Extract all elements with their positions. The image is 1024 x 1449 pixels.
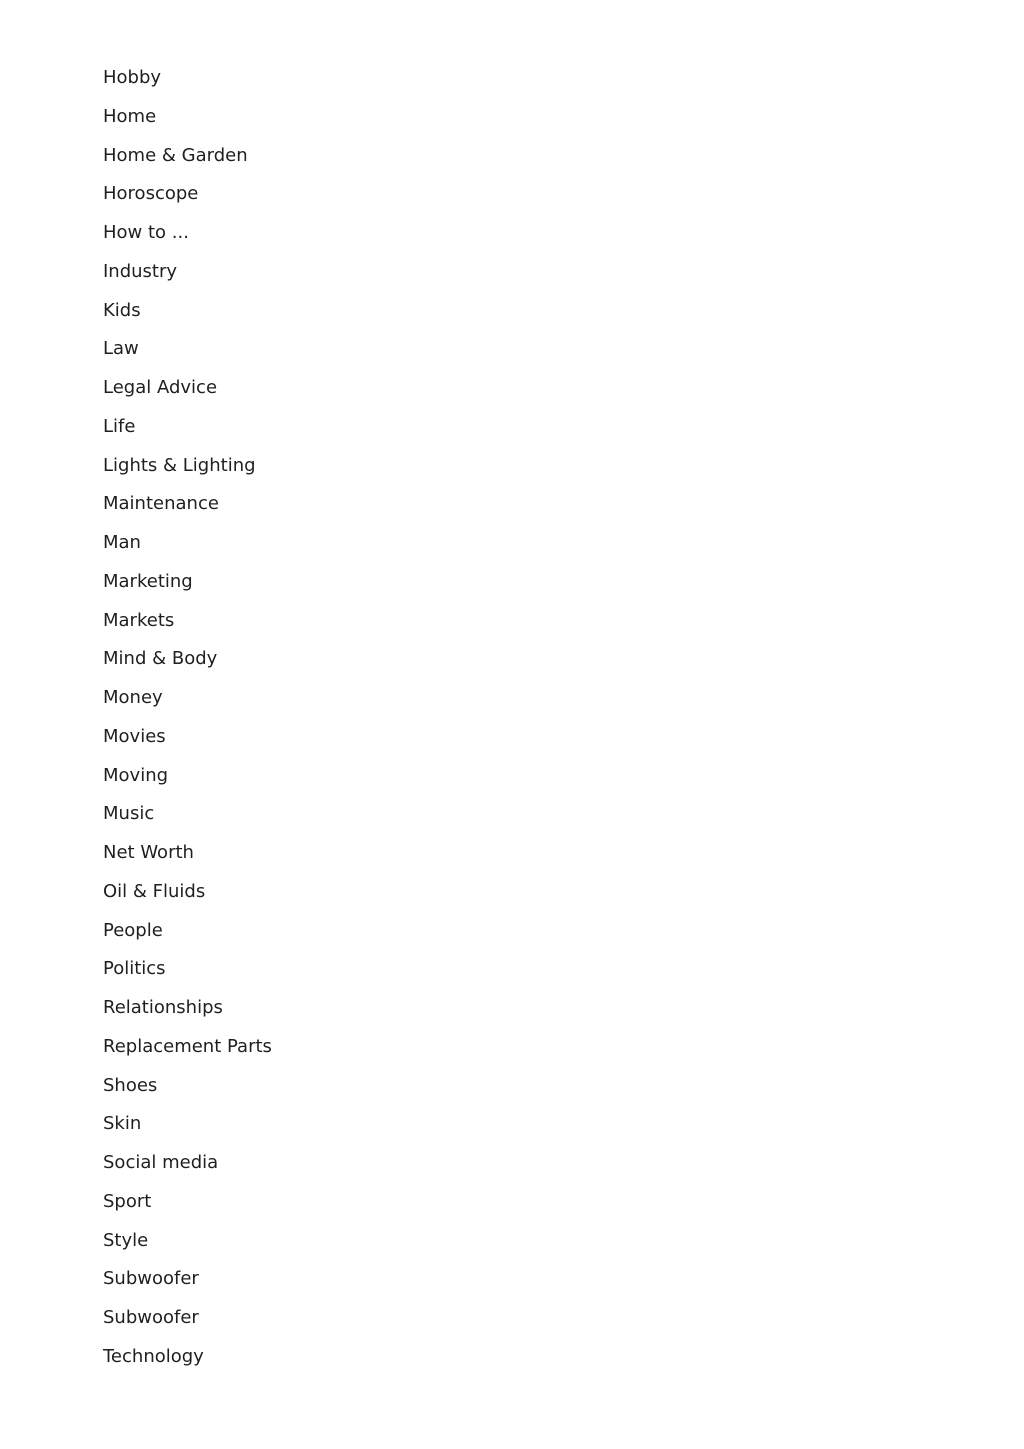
list-item [103, 1338, 272, 1377]
list-item [103, 1222, 272, 1261]
category-link-net-worth[interactable]: Net Worth [103, 842, 194, 863]
list-item [103, 98, 272, 137]
category-link-marketing[interactable]: Marketing [103, 570, 193, 592]
category-link-man[interactable]: Man [103, 532, 141, 553]
category-link-style[interactable]: Style [103, 1229, 149, 1251]
list-item [103, 524, 272, 563]
list-item [103, 950, 272, 989]
category-link-maintenance[interactable]: Maintenance [103, 493, 219, 515]
list-item [103, 369, 272, 408]
list-item [103, 563, 272, 602]
list-item [103, 1028, 272, 1067]
category-link-industry[interactable]: Industry [103, 260, 178, 282]
category-link-life[interactable]: Life [103, 415, 136, 437]
category-link-subwoofer-2[interactable]: Subwoofer [103, 1307, 199, 1328]
list-item [103, 718, 272, 757]
category-link-technology[interactable]: Technology [103, 1345, 204, 1367]
list-item [103, 330, 272, 369]
list-item [103, 640, 272, 679]
category-link-mind-body[interactable]: Mind & Body [103, 648, 218, 670]
category-link-home-garden[interactable]: Home & Garden [103, 144, 248, 166]
list-item [103, 1183, 272, 1222]
category-link-relationships[interactable]: Relationships [103, 997, 223, 1018]
category-link-sport[interactable]: Sport [103, 1190, 152, 1212]
category-link-subwoofer[interactable]: Subwoofer [103, 1268, 199, 1290]
category-link-shoes[interactable]: Shoes [103, 1074, 158, 1096]
category-link-people[interactable]: People [103, 919, 163, 941]
list-item [103, 1067, 272, 1106]
list-item [103, 214, 272, 253]
category-link-skin[interactable]: Skin [103, 1113, 142, 1135]
category-link-hobby[interactable]: Hobby [103, 67, 162, 88]
category-link-money[interactable]: Money [103, 687, 163, 708]
category-link-oil-fluids[interactable]: Oil & Fluids [103, 880, 206, 902]
list-item [103, 253, 272, 292]
list-item [103, 447, 272, 486]
category-list [103, 59, 272, 1377]
list-item [103, 1260, 272, 1299]
category-link-moving[interactable]: Moving [103, 764, 169, 786]
category-link-how-to[interactable]: How to ... [103, 222, 189, 243]
list-item [103, 1105, 272, 1144]
category-link-replacement-parts[interactable]: Replacement Parts [103, 1035, 272, 1057]
list-item [103, 795, 272, 834]
list-item [103, 485, 272, 524]
list-item [103, 137, 272, 176]
category-link-home[interactable]: Home [103, 105, 157, 127]
list-item [103, 912, 272, 951]
category-link-legal-advice[interactable]: Legal Advice [103, 377, 218, 398]
category-link-social-media[interactable]: Social media [103, 1152, 219, 1173]
category-link-politics[interactable]: Politics [103, 958, 166, 980]
list-item [103, 757, 272, 796]
list-item [103, 873, 272, 912]
list-item [103, 292, 272, 331]
list-item [103, 408, 272, 447]
list-item [103, 175, 272, 214]
list-item [103, 602, 272, 641]
category-link-movies[interactable]: Movies [103, 725, 166, 747]
category-link-lights-lighting[interactable]: Lights & Lighting [103, 454, 256, 476]
list-item [103, 59, 272, 98]
category-link-kids[interactable]: Kids [103, 299, 141, 321]
list-item [103, 1299, 272, 1338]
category-link-music[interactable]: Music [103, 803, 155, 825]
category-link-markets[interactable]: Markets [103, 609, 175, 631]
list-item [103, 989, 272, 1028]
category-link-law[interactable]: Law [103, 338, 139, 360]
category-link-horoscope[interactable]: Horoscope [103, 183, 199, 205]
list-item [103, 1144, 272, 1183]
list-item [103, 834, 272, 873]
list-item [103, 679, 272, 718]
